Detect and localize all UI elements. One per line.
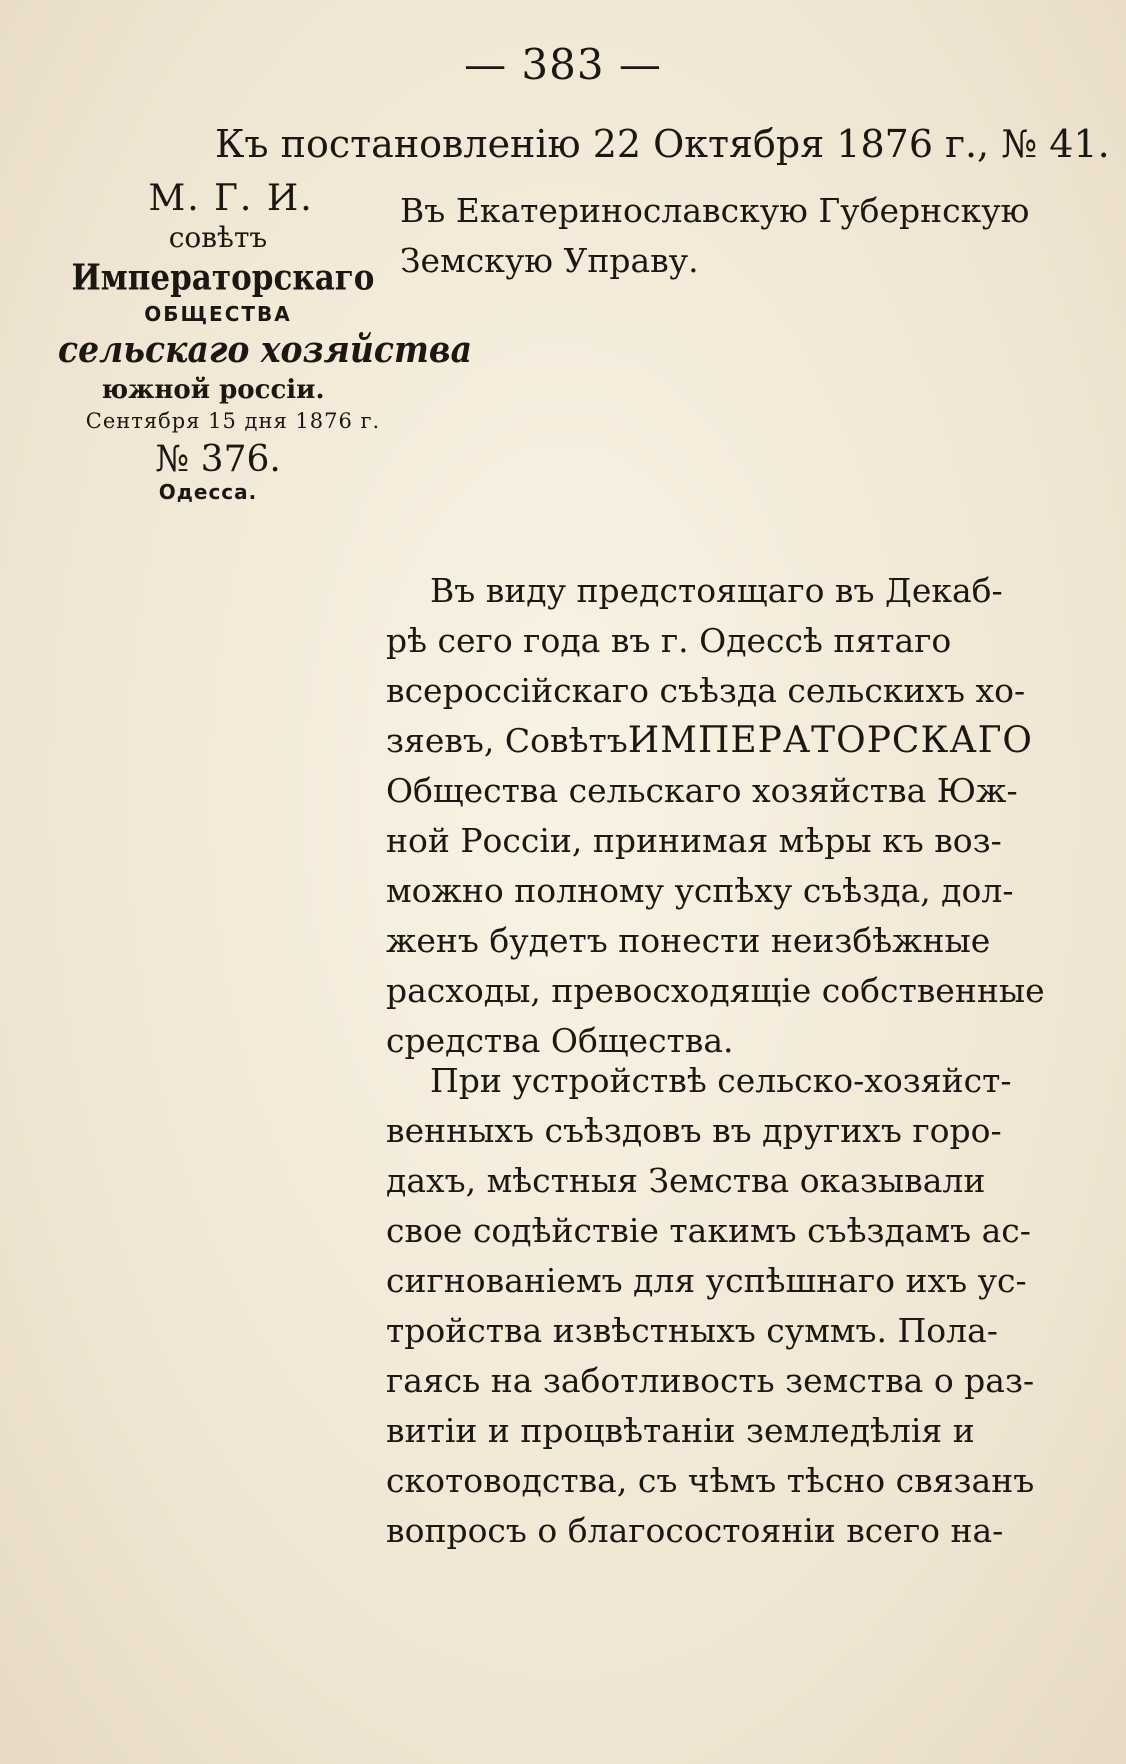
text-line: всероссійскаго съѣзда сельскихъ хо-: [386, 671, 1026, 710]
text-line: венныхъ съѣздовъ въ другихъ горо-: [386, 1111, 1002, 1150]
sender-society: ОБЩЕСТВА: [144, 302, 292, 326]
sender-abbreviation: М. Г. И.: [148, 178, 314, 219]
text-line: тройства извѣстныхъ суммъ. Пола-: [386, 1311, 998, 1350]
text-line: сигнованіемъ для успѣшнаго ихъ ус-: [386, 1261, 1027, 1300]
text-line: скотоводства, съ чѣмъ тѣсно связанъ: [386, 1461, 1035, 1500]
caps-word: ИМПЕРАТОРСКАГО: [627, 720, 1033, 761]
text-line: средства Общества.: [386, 1021, 734, 1060]
text-line: вопросъ о благосостояніи всего на-: [386, 1511, 1004, 1550]
text-line: Въ виду предстоящаго въ Декаб-: [430, 571, 1003, 610]
paragraph-1: [386, 566, 1045, 1066]
sender-south-russia: южной россіи.: [101, 375, 325, 405]
sender-city: Одесса.: [158, 480, 258, 504]
text-line: зяевъ, Совѣтъ ИМПЕРАТОРСКАГО: [386, 716, 1004, 766]
text-line: ной Россіи, принимая мѣры къ воз-: [386, 821, 1002, 860]
page-number: — 383 —: [464, 40, 662, 89]
paragraph-2: [386, 1056, 1035, 1556]
text-line: дахъ, мѣстныя Земства оказывали: [386, 1161, 986, 1200]
address-line: Въ Екатеринославскую Губернскую: [400, 191, 1030, 230]
text-line: витіи и процвѣтаніи земледѣлія и: [386, 1411, 975, 1450]
text-line: гаясь на заботливость земства о раз-: [386, 1361, 1035, 1400]
text-line: При устройствѣ сельско-хозяйст-: [430, 1061, 1012, 1100]
text-line: рѣ сего года въ г. Одессѣ пятаго: [386, 621, 952, 660]
text-line: можно полному успѣху съѣзда, дол-: [386, 871, 1014, 910]
sender-block: [58, 178, 472, 504]
sender-agriculture: сельскаго хозяйства: [58, 328, 472, 371]
sender-number: № 376.: [155, 439, 281, 480]
address-block: [400, 186, 1030, 286]
text-line: свое содѣйствіе такимъ съѣздамъ ас-: [386, 1211, 1031, 1250]
sender-council: совѣтъ: [168, 221, 268, 254]
resolution-heading: Къ постановленію 22 Октября 1876 г., № 41.: [215, 122, 1110, 166]
text-line: Общества сельскаго хозяйства Юж-: [386, 771, 1018, 810]
sender-date: Сентября 15 дня 1876 г.: [85, 409, 381, 433]
text-line: расходы, превосходящіе собственные: [386, 971, 1045, 1010]
address-line: Земскую Управу.: [400, 241, 699, 280]
sender-imperial: Императорскаго: [71, 257, 375, 299]
text-line: женъ будетъ понести неизбѣжные: [386, 921, 991, 960]
